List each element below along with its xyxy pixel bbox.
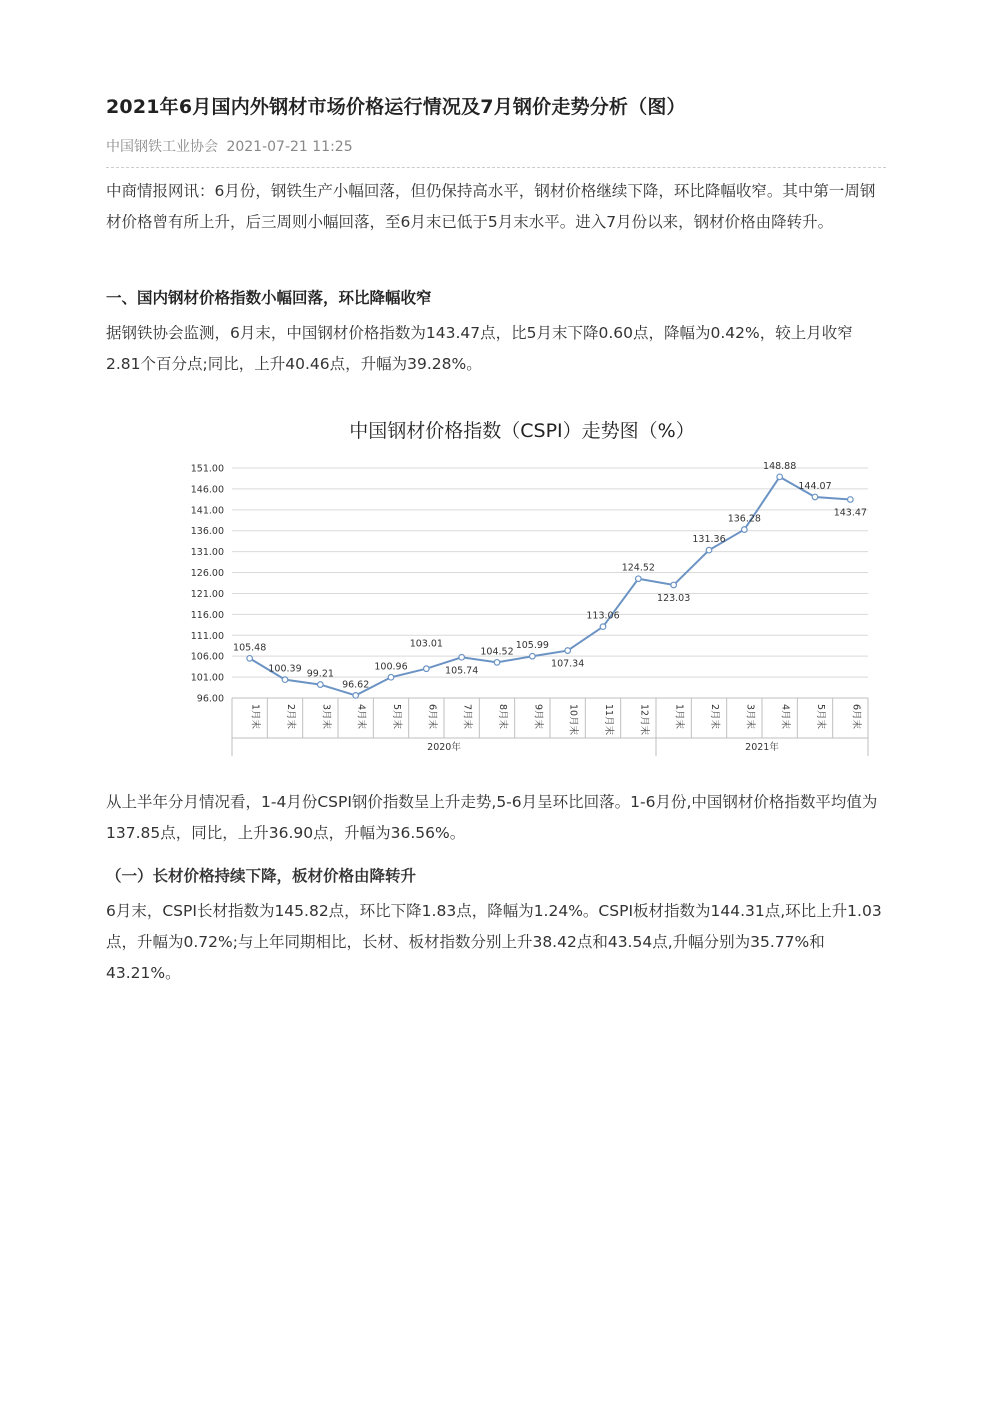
data-label: 96.62 bbox=[342, 679, 370, 691]
y-tick-label: 111.00 bbox=[190, 630, 224, 642]
data-point bbox=[459, 654, 465, 660]
data-point bbox=[600, 624, 606, 630]
data-point bbox=[530, 653, 536, 659]
chart-title: 中国钢材价格指数（CSPI）走势图（%） bbox=[349, 420, 695, 442]
article-title: 2021年6月国内外钢材市场价格运行情况及7月钢价走势分析（图） bbox=[106, 96, 686, 118]
data-label: 131.36 bbox=[692, 534, 726, 546]
paragraph-4: 6月末，CSPI长材指数为145.82点，环比下降1.83点，降幅为1.24%。CSPI板材指数为144.31点,环比上升1.03点，升幅为0.72%;与上年同期相比，长材、板材指数分别上升38.42点和43.54点,升幅分别为35.77%和43.21%。 bbox=[106, 902, 882, 982]
y-tick-label: 96.00 bbox=[196, 693, 224, 705]
x-tick-label: 9月末 bbox=[532, 704, 544, 730]
x-tick-label: 11月末 bbox=[603, 704, 614, 736]
group-label: 2020年 bbox=[427, 742, 461, 753]
x-tick-label: 6月末 bbox=[426, 704, 438, 730]
data-label: 107.34 bbox=[551, 658, 585, 670]
data-point bbox=[742, 527, 748, 533]
data-point bbox=[777, 474, 783, 480]
data-label: 136.28 bbox=[727, 513, 761, 525]
data-point bbox=[494, 660, 500, 666]
data-point bbox=[247, 656, 253, 662]
x-tick-label: 12月末 bbox=[638, 704, 650, 736]
x-tick-label: 7月末 bbox=[461, 704, 473, 730]
paragraph-2: 据钢铁协会监测，6月末，中国钢材价格指数为143.47点，比5月末下降0.60点，降幅为0.42%，较上月收窄2.81个百分点;同比，上升40.46点，升幅为39.28%。 bbox=[106, 324, 853, 373]
data-point bbox=[424, 666, 430, 672]
data-label: 100.96 bbox=[374, 661, 408, 673]
data-point bbox=[388, 674, 394, 680]
data-point bbox=[706, 547, 712, 553]
data-label: 103.01 bbox=[409, 638, 443, 650]
x-tick-label: 2月末 bbox=[285, 704, 296, 730]
article-source[interactable]: 中国钢铁工业协会 bbox=[106, 139, 218, 155]
data-point bbox=[282, 677, 288, 683]
data-label: 99.21 bbox=[306, 668, 334, 680]
x-tick-label: 4月末 bbox=[355, 704, 367, 730]
x-tick-label: 3月末 bbox=[744, 704, 756, 730]
intro-paragraph: 中商情报网讯：6月份，钢铁生产小幅回落，但仍保持高水平，钢材价格继续下降，环比降幅收窄。其中第一周钢材价格曾有所上升，后三周则小幅回落，至6月末已低于5月末水平。进入7月份以来，钢材价格由降转升。 bbox=[106, 182, 876, 231]
chart-svg bbox=[172, 400, 872, 770]
article-datetime: 2021-07-21 11:25 bbox=[226, 139, 353, 155]
x-tick-label: 4月末 bbox=[779, 704, 791, 730]
paragraph-3: 从上半年分月情况看，1-4月份CSPI钢价指数呈上升走势,5-6月呈环比回落。1-6月份,中国钢材价格指数平均值为137.85点，同比，上升36.90点，升幅为36.56%。 bbox=[106, 793, 878, 842]
cspi-chart bbox=[172, 400, 872, 770]
y-tick-label: 106.00 bbox=[190, 651, 224, 663]
x-tick-label: 10月末 bbox=[567, 704, 579, 736]
x-tick-label: 5月末 bbox=[815, 704, 826, 730]
data-label: 105.48 bbox=[233, 642, 267, 654]
data-label: 123.03 bbox=[657, 592, 691, 604]
subsection-heading: （一）长材价格持续下降，板材价格由降转升 bbox=[106, 867, 417, 885]
divider bbox=[106, 167, 886, 168]
data-label: 144.07 bbox=[798, 480, 832, 492]
data-point bbox=[353, 693, 359, 699]
data-point bbox=[565, 648, 571, 654]
x-tick-label: 2月末 bbox=[709, 704, 720, 730]
data-point bbox=[636, 576, 642, 582]
y-tick-label: 151.00 bbox=[190, 463, 224, 475]
data-label: 105.99 bbox=[515, 640, 549, 652]
y-tick-label: 101.00 bbox=[190, 672, 224, 684]
y-tick-label: 121.00 bbox=[190, 588, 224, 600]
data-point bbox=[671, 582, 677, 588]
section-heading-1: 一、国内钢材价格指数小幅回落，环比降幅收窄 bbox=[106, 289, 432, 307]
group-label: 2021年 bbox=[745, 742, 779, 753]
x-tick-label: 8月末 bbox=[497, 704, 508, 730]
x-tick-label: 3月末 bbox=[320, 704, 332, 730]
data-label: 148.88 bbox=[763, 460, 797, 472]
y-tick-label: 141.00 bbox=[190, 505, 224, 517]
x-tick-label: 6月末 bbox=[850, 704, 862, 730]
y-tick-label: 146.00 bbox=[190, 484, 224, 496]
data-label: 105.74 bbox=[445, 665, 479, 677]
y-tick-label: 131.00 bbox=[190, 547, 224, 559]
data-point bbox=[318, 682, 324, 688]
data-label: 100.39 bbox=[268, 663, 302, 675]
data-point bbox=[812, 494, 818, 500]
x-tick-label: 5月末 bbox=[391, 704, 402, 730]
data-label: 124.52 bbox=[621, 562, 655, 574]
data-label: 113.06 bbox=[586, 610, 620, 622]
data-label: 104.52 bbox=[480, 646, 514, 658]
data-point bbox=[848, 497, 854, 503]
y-tick-label: 136.00 bbox=[190, 526, 224, 538]
data-label: 143.47 bbox=[833, 507, 867, 519]
x-tick-label: 1月末 bbox=[673, 704, 685, 730]
x-tick-label: 1月末 bbox=[249, 704, 261, 730]
y-tick-label: 116.00 bbox=[190, 609, 224, 621]
y-tick-label: 126.00 bbox=[190, 568, 224, 580]
article-meta bbox=[106, 136, 357, 156]
